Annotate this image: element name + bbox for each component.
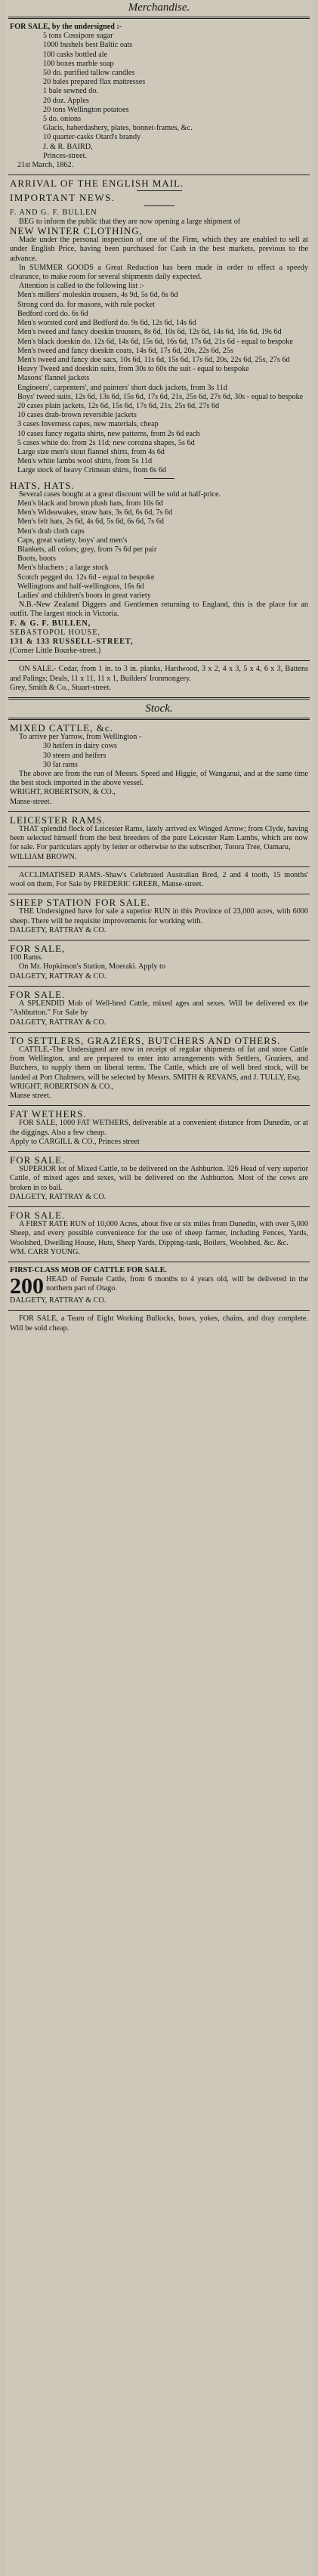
list-item: Strong cord do. for masons, with rule pocket <box>17 300 155 309</box>
list-item: Heavy Tweed and doeskin suits, from 30s to 60s the suit - equal to bespoke <box>17 365 249 374</box>
ad-subtitle: HATS, HATS. <box>10 479 75 491</box>
ad-qty: 100 Rams. <box>10 953 43 962</box>
list-item: 100 boxes marble soap <box>43 59 114 68</box>
ad-sheep-station <box>8 896 310 938</box>
list-item: 1000 bushels best Baltic oats <box>43 41 133 50</box>
divider <box>144 478 174 479</box>
list-item: Scotch pegged do. 12s 6d - equal to bespoke <box>17 573 155 582</box>
list-item: Engineers', carpenters', and painters' short duck jackets, from 3s 11d <box>17 383 227 392</box>
signature: Grey, Smith & Co., Stuart-street. <box>10 683 112 692</box>
list-item: 100 casks bottled ale <box>43 50 108 59</box>
list-item: Masons' flannel jackets <box>17 374 90 383</box>
list-item: Men's bluchers ; a large stock <box>17 564 109 573</box>
ad-subtitle: NEW WINTER CLOTHING, <box>10 225 143 237</box>
signature: DALGETY, RATTRAY & CO. <box>10 1296 107 1305</box>
list-item: Bedford cord do. 6s 6d <box>17 309 88 318</box>
divider <box>8 1206 310 1207</box>
signature-address: Princes-street. <box>43 151 87 160</box>
ad-fat-wethers <box>8 1107 310 1150</box>
divider <box>8 1310 310 1311</box>
ad-body: To arrive per Yarrow, from Wellington - <box>19 733 142 742</box>
divider <box>8 866 310 867</box>
ad-title: FAT WETHERS. <box>10 1108 87 1120</box>
signature: WRIGHT, ROBERTSON & CO., <box>10 1082 114 1091</box>
ad-note: N.B.-New Zealand Diggers and Gentlemen returning to England, this is the place for an outfit. The largest stock in Victoria. <box>10 601 308 619</box>
ad-title: ARRIVAL OF THE ENGLISH MAIL. <box>10 178 184 190</box>
list-item: Men's black doeskin do. 12s 6d, 14s 6d, 15s 6d, 16s 6d, 17s 6d, 21s 6d - equal to bespoke <box>17 337 293 346</box>
ad-cedar <box>8 663 310 696</box>
list-item: Blankets, all colors; grey, from 7s 6d per pair <box>17 545 157 554</box>
signature: WRIGHT, ROBERTSON, & CO., <box>10 788 116 797</box>
ad-body: FOR SALE, a Team of Eight Working Bullocks, bows, yokes, chains, and dray complete. Will be sold cheap. <box>10 1314 308 1333</box>
ad-bullock-team <box>8 1312 310 1336</box>
ad-body: BEG to inform the public that they are now opening a large shipment of <box>19 217 241 226</box>
list-item: Men's black and brown plush hats, from 10s 6d <box>17 499 163 508</box>
ad-date: 21st March, 1862. <box>17 161 74 170</box>
list-item: Boys' tweed suits, 12s 6d, 13s 6d, 15s 6d, 17s 6d, 21s, 25s 6d, 27s 6d, 30s - equal to bespoke <box>17 392 304 401</box>
signature: J. & R. BAIRD, <box>43 142 93 151</box>
ad-body: The above are from the run of Messrs. Speed and Higgie, of Wanganui, and at the same time the best stock imported in the above vessel. <box>10 770 308 788</box>
ad-body: In SUMMER GOODS a Great Reduction has been made in order to effect a speedy clearance, to make room for several shipments daily expected. <box>10 263 308 282</box>
section-header-stock: Stock. <box>145 703 173 715</box>
list-item: Caps, great variety, boys' and men's <box>17 536 128 545</box>
list-item: 10 cases drab-brown reversible jackets <box>17 411 137 420</box>
list-item: Men's white lambs wool shirts, from 5s 11d <box>17 457 153 466</box>
signature: DALGETY, RATTRAY & CO. <box>10 1192 107 1201</box>
list-item: 3 cases Inverness capes, new materials, cheap <box>17 420 159 429</box>
list-item: 30 heifers in dairy cows <box>43 742 117 751</box>
ad-title: FOR SALE. <box>10 1154 66 1166</box>
ad-body: A FIRST RATE RUN of 10,000 Acres, about five or six miles from Dunedin, with over 5,000 Sheep, and every possible convenience for the use of sheep farmer, including Fences, Yards, Woolshed, Dwelling House, Huts, Sheep Yards, Dipping-tank, Boilers, Woolshed, &c. &c. <box>10 1220 308 1247</box>
list-item: Ladies' and children's boots in great variety <box>17 591 151 600</box>
list-item: Glacis, haberdashery, plates, bonnet-frames, &c. <box>43 124 193 133</box>
list-item: Boots, boots <box>17 554 56 564</box>
ad-title: SHEEP STATION FOR SALE. <box>10 897 151 909</box>
ad-body: SUPERIOR lot of Mixed Cattle, to be delivered on the Ashburton. 326 Head of very superior Cattle, of mixed ages and sexes, will be delivered on the Ashburton. Most of the cows are broken in to bail. <box>10 1165 308 1192</box>
firm-address: 131 & 133 RUSSELL-STREET, <box>10 638 134 646</box>
list-item: Large size men's stout flannel shirts, from 4s 6d <box>17 447 165 456</box>
signature: WILLIAM BROWN. <box>10 852 77 861</box>
list-item: Wellingtons and half-wellingtons, 16s 6d <box>17 582 144 591</box>
ad-bullen <box>8 177 310 659</box>
ad-heading: FOR SALE, by the undersigned :- <box>10 23 122 31</box>
ad-body: THAT splendid flock of Leicester Rams, lately arrived ex Winged Arrow; from Clyde, having been selected himself from the best breeders of the pure Leicester Ram Lambs, which are now for sale. For particulars apply by letter or otherwise to the subscriber, Totora Tree, Oamaru, <box>10 825 308 852</box>
ad-body-text: HEAD of Female Cattle, from 6 months to 4 years old, will be delivered in the northern part of Otago. <box>46 1275 308 1293</box>
list-item: 20 bales prepared flax mattresses <box>43 78 146 87</box>
ad-body <box>10 1274 308 1299</box>
ad-body: Several cases bought at a great discount will be sold at half-price. <box>19 490 221 499</box>
ad-title: TO SETTLERS, GRAZIERS, BUTCHERS AND OTHERS. <box>10 1034 281 1046</box>
ad-body: FOR SALE, 1000 FAT WETHERS, deliverable at a convenient distance from Dunedin, or at the diggings. Also a few cheap. <box>10 1119 308 1137</box>
ad-number: 200 <box>10 1274 44 1299</box>
list-item: Men's tweed and fancy doe sacs, 10s 6d, 11s 6d, 15s 6d, 17s 6d, 20s, 22s 6d, 25s, 27s 6d <box>17 355 290 364</box>
ad-acclimatised-rams <box>8 869 310 892</box>
ad-mixed-cattle-ashburton <box>8 1154 310 1205</box>
ad-body: A SPLENDID Mob of Well-bred Cattle, mixed ages and sexes. Will be delivered ex the "Ashburton." For Sale by <box>10 999 308 1018</box>
list-item: 30 steers and heifers <box>43 751 107 760</box>
list-item: 5 do. onions <box>43 115 82 124</box>
list-item: Men's millers' moleskin trousers, 4s 9d, 5s 6d, 6s 6d <box>17 291 178 300</box>
list-item: 5 tons Cossipore sugar <box>43 32 113 41</box>
list-item: Men's drab cloth caps <box>17 527 85 536</box>
divider <box>8 1105 310 1106</box>
firm-name: F. & G. F. BULLEN, <box>10 619 91 628</box>
divider <box>144 205 174 206</box>
firm-house: SEBASTOPOL HOUSE, <box>10 628 101 637</box>
firm-name: F. AND G. F. BULLEN <box>10 208 97 217</box>
divider <box>8 718 310 720</box>
ad-100-rams <box>8 942 310 984</box>
list-item: Men's worsted cord and Bedford do. 9s 6d, 12s 6d, 14s 6d <box>17 319 196 328</box>
ad-body: ON SALE.- Cedar, from 1 in. to 3 in. planks, Hardwood, 3 x 2, 4 x 3, 5 x 4, 6 x 3, Battens and Palings; Deals, 11 x 11, 11 x 1, Builders' Ironmongery. <box>10 665 308 683</box>
list-item: 10 cases fancy regatta shirts, new patterns, from 2s 6d each <box>17 429 200 438</box>
firm-corner: (Corner Little Bourke-street.) <box>10 647 101 656</box>
divider <box>8 1032 310 1033</box>
divider <box>8 697 310 700</box>
section-header-merchandise: Merchandise. <box>128 2 190 14</box>
ad-body: ACCLIMATISED RAMS.-Shaw's Celebrated Australian Bred, 2 and 4 tooth, 15 months' wool on them, For Sale by FREDERIC GREER, Manse-street. <box>10 870 308 889</box>
ad-to-settlers <box>8 1034 310 1104</box>
list-item: 5 cases white do. from 2s 11d; new corozna shapes, 5s 6d <box>17 438 195 447</box>
signature: DALGETY, RATTRAY & CO. <box>10 1018 107 1027</box>
ad-body: THE Undersigned have for sale a superior RUN in this Province of 23,000 acres, with 6000 sheep. There will be requisite improvements for working with. <box>10 907 308 925</box>
ad-subtitle: IMPORTANT NEWS. <box>10 192 116 204</box>
ad-cattle-ashburton <box>8 988 310 1030</box>
list-item: 50 do. purified tallow candles <box>43 69 135 78</box>
signature-address: Manse-street. <box>10 797 52 806</box>
ad-title: FOR SALE. <box>10 1209 66 1221</box>
signature: WM. CARR YOUNG. <box>10 1247 81 1256</box>
list-item: 20 tons Wellington potatoes <box>43 105 129 114</box>
list-item: Men's Wideawakes, straw hats, 3s 6d, 6s 6d, 7s 6d <box>17 508 173 517</box>
divider <box>137 190 182 191</box>
item-list <box>10 291 308 475</box>
ad-baird <box>8 20 310 173</box>
ad-title: FIRST-CLASS MOB OF CATTLE FOR SALE. <box>10 1265 167 1274</box>
ad-body: On Mr. Hopkinson's Station, Moeraki. Apply to <box>19 962 165 971</box>
divider <box>8 986 310 987</box>
divider <box>8 1151 310 1152</box>
list-item: Men's tweed and fancy doeskin coats, 14s 6d, 17s 6d, 20s, 22s 6d, 25s <box>17 346 233 355</box>
signature: DALGETY, RATTRAY & CO. <box>10 971 107 981</box>
divider <box>8 660 310 661</box>
signature: DALGETY, RATTRAY & CO. <box>10 925 107 934</box>
list-item: 30 fat rams <box>43 760 78 769</box>
ad-leicester-rams <box>8 814 310 865</box>
ad-title: FOR SALE. <box>10 988 66 1000</box>
ad-body: CATTLE.-The Undersigned are now in receipt of regular shipments of fat and store Cattle from Wellington, and are prepared to enter into arrangements with Settlers, Graziers, and Butchers, to supply them on liberal terms. The Cattle, which are of well bred stock, will be landed at Port Chalmers, will be selected by Messrs. SMITH & REVANS, and J. TULLY, Esq. <box>10 1045 308 1082</box>
list-item: 10 quarter-casks Otard's brandy <box>43 133 141 142</box>
ad-title: FOR SALE, <box>10 943 66 955</box>
ad-mixed-cattle <box>8 721 310 810</box>
list-item: 20 cases plain jackets, 12s 6d, 15s 6d, 17s 6d, 21s, 25s 6d, 27s 6d <box>17 401 220 410</box>
ad-first-class-mob <box>8 1264 310 1308</box>
divider <box>8 811 310 812</box>
list-item: Men's felt hats, 2s 6d, 4s 6d, 5s 6d, 6s 6d, 7s 6d <box>17 517 164 527</box>
list-item: 1 bale sewned do. <box>43 87 98 96</box>
ad-title: MIXED CATTLE, &c. <box>10 722 113 734</box>
signature-address: Manse street. <box>10 1091 51 1100</box>
divider <box>8 940 310 941</box>
newspaper-page <box>5 0 313 2576</box>
list-item: Men's tweed and fancy doeskin trousers, 8s 6d, 10s 6d, 12s 6d, 14s 6d, 16s 6d, 19s 6d <box>17 328 282 337</box>
ad-body: Attention is called to the following list :- <box>19 282 145 291</box>
list-item: 20 doz. Apples <box>43 96 89 105</box>
ad-body: Made under the personal inspection of one of the Firm, which they are enabled to sell at under English Price, having been purchased for Cash in the best markets, previous to the advance. <box>10 236 308 263</box>
list-item: Large stock of heavy Crimean shirts, from 6s 6d <box>17 466 167 475</box>
ad-run-for-sale <box>8 1209 310 1260</box>
ad-title: LEICESTER RAMS. <box>10 814 106 826</box>
signature: Apply to CARGILL & CO., Princes street <box>10 1137 140 1146</box>
divider <box>8 17 310 19</box>
item-list <box>10 499 308 601</box>
